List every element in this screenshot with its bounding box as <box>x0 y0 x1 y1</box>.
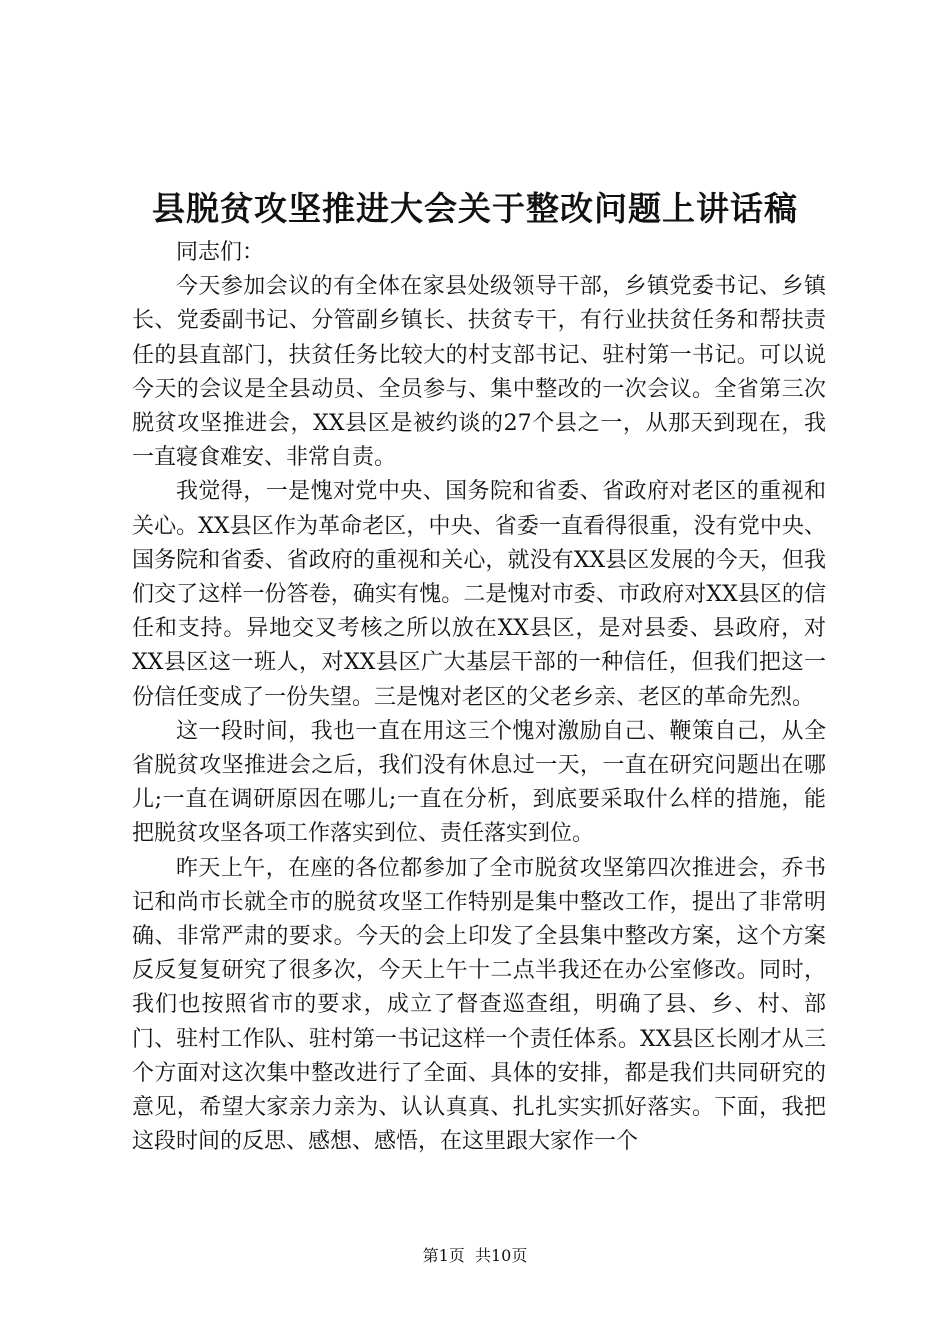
salutation: 同志们： <box>176 240 265 265</box>
document-title: 县脱贫攻坚推进大会关于整改问题上讲话稿 <box>152 189 798 228</box>
paragraph-1: 今天参加会议的有全体在家县处级领导干部，乡镇党委书记、乡镇长、党委副书记、分管副乡镇长、扶贫专干，有行业扶贫任务和帮扶责任的县直部门，扶贫任务比较大的村支部书记、驻村第一书记。可以说今天的会议是全县动员、全员参与、集中整改的一次会议。全省第三次脱贫攻坚推进会，XX县区是被约谈的27个县之一，从那天到现在，我一直寝食难安、非常自责。 <box>132 274 826 471</box>
footer-gap <box>465 1246 475 1265</box>
page-number: 第1页 <box>422 1246 465 1265</box>
paragraph-2: 我觉得，一是愧对党中央、国务院和省委、省政府对老区的重视和关心。XX县区作为革命老区，中央、省委一直看得很重，没有党中央、国务院和省委、省政府的重视和关心，就没有XX县区发展的今天，但我们交了这样一份答卷，确实有愧。二是愧对市委、市政府对XX县区的信任和支持。异地交叉考核之所以放在XX县区，是对县委、县政府，对XX县区这一班人，对XX县区广大基层干部的一种信任，但我们把这一份信任变成了一份失望。三是愧对老区的父老乡亲、老区的革命先烈。 <box>132 479 826 710</box>
document-body <box>132 236 826 1159</box>
page-footer <box>0 1244 950 1268</box>
page-total: 共10页 <box>474 1246 528 1265</box>
paragraph-4: 昨天上午，在座的各位都参加了全市脱贫攻坚第四次推进会，乔书记和尚市长就全市的脱贫攻坚工作特别是集中整改工作，提出了非常明确、非常严肃的要求。今天的会上印发了全县集中整改方案，这个方案反反复复研究了很多次，今天上午十二点半我还在办公室修改。同时，我们也按照省市的要求，成立了督查巡查组，明确了县、乡、村、部门、驻村工作队、驻村第一书记这样一个责任体系。XX县区长刚才从三个方面对这次集中整改进行了全面、具体的安排，都是我们共同研究的意见，希望大家亲力亲为、认认真真、扎扎实实抓好落实。下面，我把这段时间的反思、感想、感悟，在这里跟大家作一个 <box>132 855 826 1155</box>
paragraph-3: 这一段时间，我也一直在用这三个愧对激励自己、鞭策自己，从全省脱贫攻坚推进会之后，我们没有休息过一天，一直在研究问题出在哪儿;一直在调研原因在哪儿;一直在分析，到底要采取什么样的措施，能把脱贫攻坚各项工作落实到位、责任落实到位。 <box>132 718 826 847</box>
